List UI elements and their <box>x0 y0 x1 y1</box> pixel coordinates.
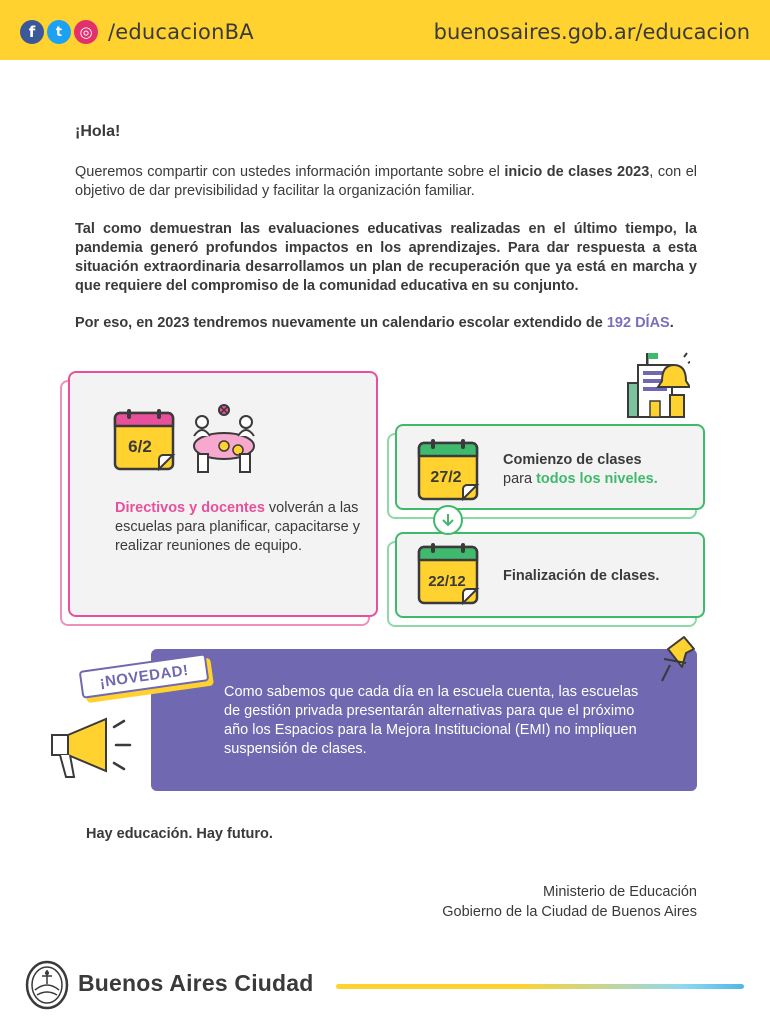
signature-government: Gobierno de la Ciudad de Buenos Aires <box>442 904 697 920</box>
calendar-date: 27/2 <box>430 469 462 486</box>
city-seal-logo <box>25 960 69 1010</box>
calendar-icon <box>417 439 481 501</box>
start-title: Comienzo de clases <box>503 452 642 468</box>
days-highlight: 192 DÍAS <box>606 315 670 331</box>
levels-highlight: todos los niveles. <box>536 471 658 487</box>
header-bar <box>0 0 770 60</box>
start-subtitle: para todos los niveles. <box>503 471 658 487</box>
signature-ministry: Ministerio de Educación <box>543 884 697 900</box>
calendar-date: 22/12 <box>428 573 466 590</box>
calendar-date: 6/2 <box>128 437 152 456</box>
instagram-icon[interactable]: ◎ <box>74 20 98 44</box>
social-handle[interactable]: /educacionBA <box>108 20 254 44</box>
site-link[interactable]: buenosaires.gob.ar/educacion <box>433 20 750 44</box>
greeting: ¡Hola! <box>75 123 121 140</box>
calendar-paragraph: Por eso, en 2023 tendremos nuevamente un calendario escolar extendido de 192 DÍAS. <box>75 315 674 331</box>
social-icons <box>20 20 98 44</box>
arrow-down-icon <box>433 505 463 535</box>
calendar-icon <box>417 543 481 605</box>
twitter-icon[interactable]: t <box>47 20 71 44</box>
intro-highlight: inicio de clases 2023 <box>504 164 650 180</box>
start-text <box>503 451 658 489</box>
novedad-badge-label: ¡NOVEDAD! <box>79 653 210 699</box>
facebook-icon[interactable]: f <box>20 20 44 44</box>
calendar-icon <box>113 409 177 471</box>
megaphone-icon <box>48 715 136 781</box>
brand-wordmark: Buenos Aires Ciudad <box>78 970 314 996</box>
meeting-icon <box>188 402 260 476</box>
school-building-icon <box>624 351 690 419</box>
footer-gradient-line <box>336 984 744 989</box>
novedad-text: Como sabemos que cada día en la escuela cuenta, las escuelas de gestión privada presentarán alternativas para que el próximo año los Espacios para la Mejora Institucional (EMI) no impliquen suspensión de clases. <box>224 684 639 757</box>
end-title: Finalización de clases. <box>503 568 660 584</box>
context-paragraph: Tal como demuestran las evaluaciones educativas realizadas en el último tiempo, la pandemia generó profundos impactos en los aprendizajes. Para dar respuesta a esta situación extraordinaria desarrollamos un plan de recuperación que ya está en marcha y que requiere del compromiso de la comunidad educativa en su conjunto. <box>75 221 697 294</box>
pushpin-icon <box>660 635 700 683</box>
closing-slogan: Hay educación. Hay futuro. <box>86 826 273 842</box>
teachers-highlight: Directivos y docentes <box>115 500 265 516</box>
teachers-text: Directivos y docentes volverán a las escuelas para planificar, capacitarse y realizar reuniones de equipo. <box>115 500 361 554</box>
intro-paragraph: Queremos compartir con ustedes información importante sobre el inicio de clases 2023, con el objetivo de dar previsibilidad y facilitar la organización familiar. <box>75 164 698 199</box>
signature <box>442 882 697 922</box>
